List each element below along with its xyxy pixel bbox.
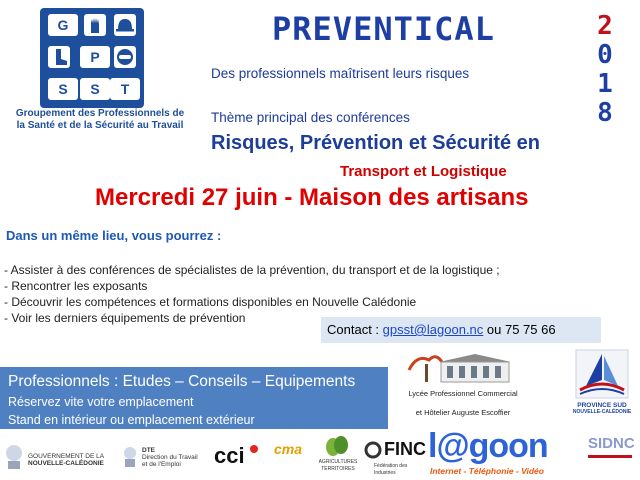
cci-text: cci [214, 443, 245, 468]
theme-title: Risques, Prévention et Sécurité en [211, 132, 540, 154]
cci-dot-icon [250, 445, 258, 453]
event-year [590, 12, 620, 128]
agri-line2: TERRITOIRES [321, 466, 355, 472]
province-name: PROVINCE SUD [577, 402, 627, 409]
glove-icon [84, 14, 106, 36]
logo-letter-p: P [80, 46, 110, 68]
finc-logo [364, 435, 424, 477]
lycee-line2: et Hôtelier Auguste Escoffier [415, 408, 511, 417]
province-tag: NOUVELLE-CALÉDONIE [572, 409, 632, 415]
contact-box [321, 317, 601, 343]
cma-logo [272, 435, 314, 477]
banner-line1: Réservez vite votre emplacement [8, 395, 194, 409]
sidnc-stripe [588, 455, 632, 458]
logo-letter-t: T [110, 78, 140, 100]
list-item: - Rencontrer les exposants [4, 279, 148, 293]
finc-text: FINC [384, 439, 426, 459]
year-digit: 0 [597, 40, 613, 70]
intro-heading: Dans un même lieu, vous pourrez : [6, 228, 222, 243]
logo-letter-g: G [48, 14, 78, 36]
logo-caption-line2: la Santé et de la Sécurité au Travail [16, 120, 184, 131]
year-digit: 1 [597, 69, 613, 99]
logo-letter-s2: S [80, 78, 110, 100]
lagoon-tagline: Internet - Téléphonie - Vidéo [430, 466, 544, 476]
exhibitor-banner [0, 367, 388, 429]
boot-icon [48, 46, 70, 68]
logo-caption-line1: Groupement des Professionnels de [15, 108, 185, 119]
gov-line1: GOUVERNEMENT DE LA [28, 453, 105, 460]
dte-logo [122, 435, 200, 477]
contact-label: Contact : [327, 322, 383, 337]
lycee-caption [403, 384, 523, 422]
gpsst-logo [40, 8, 144, 108]
gouvernement-logo [4, 435, 120, 477]
dte-line2: Direction du Travail [142, 454, 198, 461]
lagoon-logo [428, 427, 550, 477]
leaf-icon [324, 435, 350, 457]
list-item: - Assister à des conférences de spécialistes de la prévention, du transport et de la logistique ; [4, 263, 500, 277]
gov-line2: NOUVELLE-CALÉDONIE [28, 460, 104, 467]
banner-line2: Stand en intérieur ou emplacement extérieur [8, 413, 255, 427]
lycee-line1: Lycée Professionnel Commercial [408, 389, 518, 398]
sidnc-logo [586, 435, 638, 477]
contact-phone: ou 75 75 66 [483, 322, 556, 337]
cci-logo [210, 435, 266, 477]
event-date-location: Mercredi 27 juin - Maison des artisans [95, 184, 529, 211]
event-brand-title: PREVENTICAL [272, 10, 495, 48]
theme-label: Thème principal des conférences [211, 110, 410, 125]
sidnc-text: SIDNC [588, 435, 635, 452]
emblem-icon [122, 445, 138, 469]
banner-title: Professionnels : Etudes – Conseils – Equipements [8, 373, 356, 390]
year-digit: 8 [597, 98, 613, 128]
cma-text: cma [274, 441, 303, 457]
lagoon-text: l@goon [428, 427, 548, 465]
agri-line1: AGRICULTURES [318, 459, 358, 465]
agriculture-logo [316, 435, 360, 477]
logo-caption [6, 108, 194, 132]
theme-subtitle: Transport et Logistique [340, 163, 507, 180]
list-item: - Découvrir les compétences et formations disponibles en Nouvelle Calédonie [4, 295, 417, 309]
dte-line1: DTE [142, 447, 155, 454]
province-caption [568, 402, 636, 415]
finc-subtitle: Fédération des Industries [374, 463, 408, 476]
year-digit: 2 [597, 11, 613, 41]
gear-icon [364, 439, 382, 461]
dte-line3: et de l'Emploi [142, 461, 181, 468]
goggles-icon [114, 46, 136, 68]
helmet-icon [114, 14, 136, 36]
list-item: - Voir les derniers équipements de prévention [4, 311, 246, 325]
logo-letter-s1: S [48, 78, 78, 100]
tagline: Des professionnels maîtrisent leurs risques [211, 66, 470, 81]
contact-email-link[interactable]: gpsst@lagoon.nc [382, 322, 484, 337]
emblem-icon [4, 443, 24, 471]
